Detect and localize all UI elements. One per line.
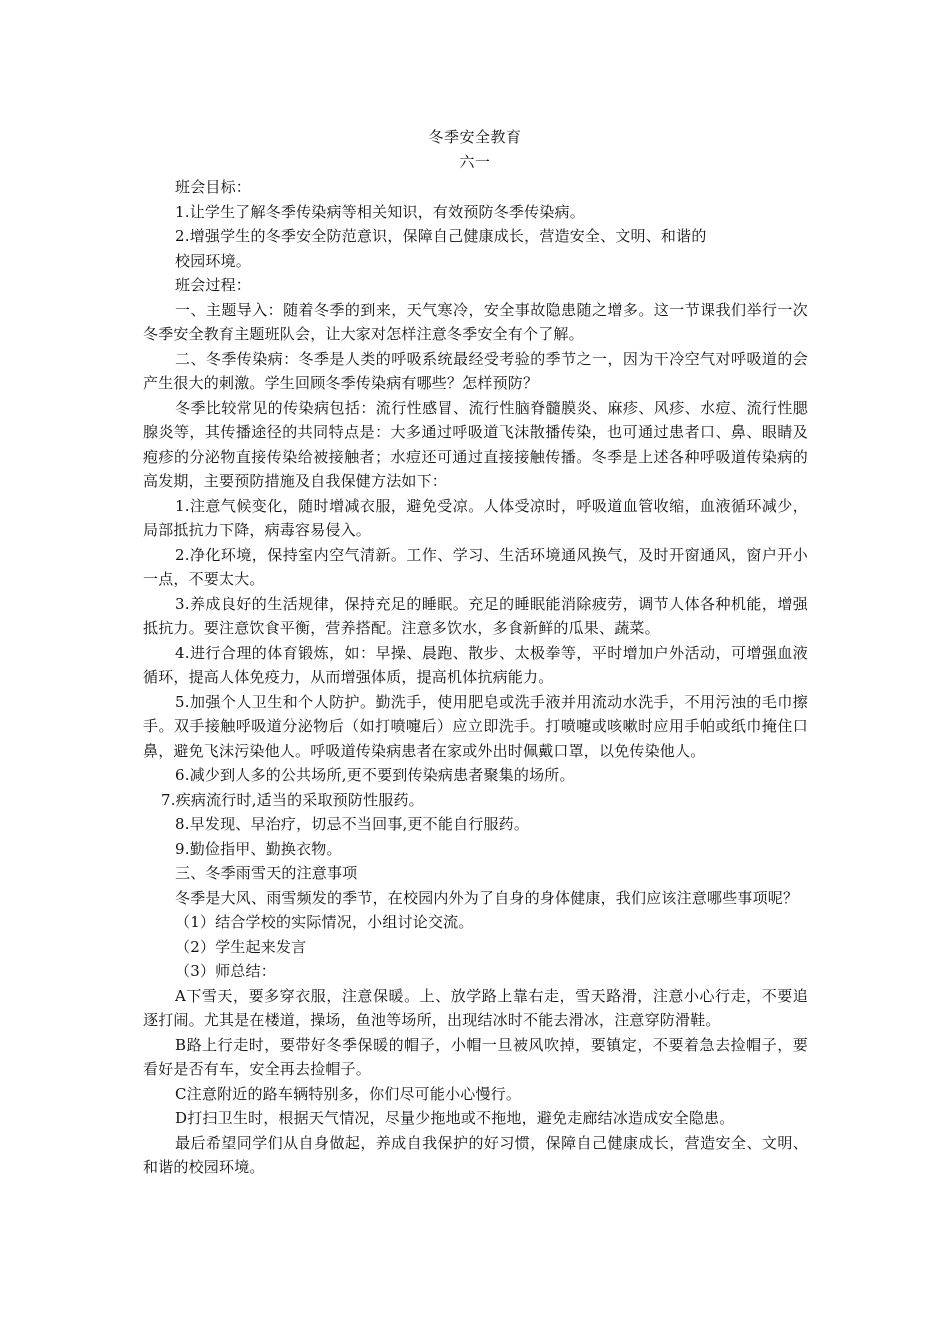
paragraph: （3）师总结： — [175, 962, 276, 980]
paragraph: 冬季比较常见的传染病包括：流行性感冒、流行性脑脊髓膜炎、麻疹、风疹、水痘、流行性腮腺炎等，其传播途径的共同特点是：大多通过呼吸道飞沫散播传染，也可通过患者口、鼻、眼睛及疱疹的分泌物直接传染给被接触者；水痘还可通过直接接触传播。冬季是上述各种呼吸道传染病的高发期，主要预防措施及自我保健方法如下： — [143, 398, 808, 490]
paragraph: 8.早发现、早治疗，切忌不当回事,更不能自行服药。 — [175, 815, 530, 833]
paragraph: D打扫卫生时，根据天气情况，尽量少拖地或不拖地，避免走廊结冰造成安全隐患。 — [175, 1109, 735, 1127]
document-title: 冬季安全教育 — [428, 128, 522, 146]
paragraph: 2.增强学生的冬季安全防范意识，保障自己健康成长，营造安全、文明、和谐的 — [175, 227, 707, 245]
paragraph: 最后希望同学们从自身做起，养成自我保护的好习惯，保障自己健康成长，营造安全、文明、和谐的校园环境。 — [143, 1133, 808, 1176]
paragraph: B路上行走时，要带好冬季保暖的帽子，小帽一旦被风吹掉，要镇定，不要着急去捡帽子，要看好是否有车，安全再去捡帽子。 — [143, 1035, 808, 1078]
paragraph: 冬季是大风、雨雪频发的季节，在校园内外为了自身的身体健康，我们应该注意哪些事项呢？ — [175, 888, 799, 907]
document-body — [143, 175, 808, 1180]
paragraph: 班会过程： — [175, 276, 252, 294]
paragraph: （2）学生起来发言 — [175, 937, 307, 956]
paragraph: A下雪天，要多穿衣服，注意保暖。上、放学路上靠右走，雪天路滑，注意小心行走，不要追逐打闹。尤其是在楼道，操场，鱼池等场所，出现结冰时不能去滑冰，注意穿防滑鞋。 — [143, 986, 808, 1029]
paragraph: 三、冬季雨雪天的注意事项 — [175, 864, 358, 882]
paragraph: 2.净化环境，保持室内空气清新。工作、学习、生活环境通风换气，及时开窗通风，窗户开小一点，不要太大。 — [143, 545, 808, 588]
document-subtitle: 六一 — [459, 153, 491, 171]
paragraph: 1.让学生了解冬季传染病等相关知识，有效预防冬季传染病。 — [175, 202, 585, 221]
paragraph: 一、主题导入：随着冬季的到来，天气寒冷，安全事故隐患随之增多。这一节课我们举行一次冬季安全教育主题班队会，让大家对怎样注意冬季安全有个了解。 — [143, 300, 808, 343]
paragraph: 7.疾病流行时,适当的采取预防性服药。 — [161, 790, 424, 809]
paragraph: C注意附近的路车辆特别多，你们尽可能小心慢行。 — [175, 1084, 522, 1103]
paragraph: 3.养成良好的生活规律，保持充足的睡眠。充足的睡眠能消除疲劳，调节人体各种机能，增强抵抗力。要注意饮食平衡，营养搭配。注意多饮水，多食新鲜的瓜果、蔬菜。 — [143, 594, 808, 637]
paragraph: （1）结合学校的实际情况，小组讨论交流。 — [175, 913, 474, 931]
paragraph: 校园环境。 — [175, 251, 252, 270]
paragraph: 班会目标： — [175, 178, 252, 196]
paragraph: 6.减少到人多的公共场所,更不要到传染病患者聚集的场所。 — [175, 766, 575, 784]
paragraph: 9.勤俭指甲、勤换衣物。 — [175, 839, 342, 858]
paragraph: 二、冬季传染病：冬季是人类的呼吸系统最经受考验的季节之一，因为干冷空气对呼吸道的会产生很大的刺激。学生回顾冬季传染病有哪些？怎样预防？ — [143, 349, 808, 392]
paragraph: 1.注意气候变化，随时增减衣服，避免受凉。人体受凉时，呼吸道血管收缩，血液循环减少，局部抵抗力下降，病毒容易侵入。 — [143, 496, 808, 539]
paragraph: 4.进行合理的体育锻炼，如：早操、晨跑、散步、太极拳等，平时增加户外活动，可增强血液循环，提高人体免疫力，从而增强体质，提高机体抗病能力。 — [143, 643, 808, 686]
paragraph: 5.加强个人卫生和个人防护。勤洗手，使用肥皂或洗手液并用流动水洗手，不用污浊的毛巾擦手。双手接触呼吸道分泌物后（如打喷嚏后）应立即洗手。打喷嚏或咳嗽时应用手帕或纸巾掩住口鼻，避免飞沫污染他人。呼吸道传染病患者在家或外出时佩戴口罩，以免传染他人。 — [143, 692, 808, 760]
